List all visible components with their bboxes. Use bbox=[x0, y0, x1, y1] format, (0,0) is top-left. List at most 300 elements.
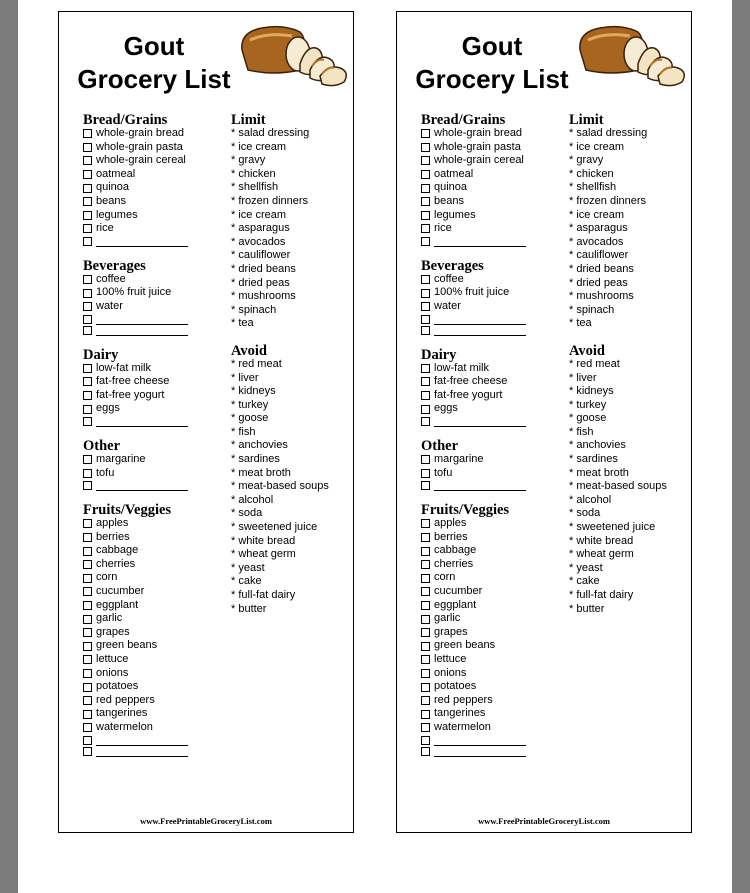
list-item bbox=[421, 273, 561, 287]
list-item bbox=[83, 375, 223, 389]
bullet-item: * fish bbox=[231, 425, 256, 438]
checkbox-icon[interactable] bbox=[83, 184, 92, 193]
item-label: beans bbox=[434, 194, 464, 207]
blank-write-line[interactable] bbox=[96, 736, 188, 746]
checkbox-icon[interactable] bbox=[421, 560, 430, 569]
list-item bbox=[83, 626, 223, 640]
list-item bbox=[83, 571, 223, 585]
section-gap bbox=[83, 427, 223, 438]
list-item bbox=[83, 517, 223, 531]
blank-list-item bbox=[83, 480, 223, 491]
list-item bbox=[83, 585, 223, 599]
item-label: apples bbox=[96, 517, 129, 530]
blank-list-item bbox=[421, 416, 561, 427]
bullet-item: * dried peas bbox=[231, 276, 290, 289]
list-item bbox=[421, 667, 561, 681]
checkbox-icon[interactable] bbox=[83, 391, 92, 400]
item-label: oatmeal bbox=[434, 167, 474, 180]
list-item bbox=[421, 531, 561, 545]
item-label: margarine bbox=[434, 452, 484, 465]
list-item bbox=[83, 402, 223, 416]
checkbox-icon[interactable] bbox=[421, 377, 430, 386]
list-item bbox=[83, 286, 223, 300]
bullet-item: * white bread bbox=[569, 534, 634, 547]
checkbox-icon[interactable] bbox=[83, 519, 92, 528]
bullet-item: * cauliflower bbox=[569, 249, 629, 262]
list-item bbox=[421, 626, 561, 640]
bullet-item: * wheat germ bbox=[569, 548, 634, 561]
checkbox-icon[interactable] bbox=[83, 533, 92, 542]
list-item bbox=[83, 154, 223, 168]
list-item bbox=[421, 453, 561, 467]
list-item bbox=[83, 707, 223, 721]
list-item bbox=[83, 127, 223, 141]
checkbox-icon[interactable] bbox=[421, 275, 430, 284]
item-label: potatoes bbox=[434, 680, 477, 693]
item-label: water bbox=[96, 299, 123, 312]
checkbox-icon[interactable] bbox=[83, 669, 92, 678]
checkbox-icon[interactable] bbox=[83, 455, 92, 464]
list-item bbox=[421, 707, 561, 721]
checkbox-icon[interactable] bbox=[421, 628, 430, 637]
item-label: quinoa bbox=[96, 181, 130, 194]
grocery-list-card-right bbox=[396, 11, 692, 833]
list-item bbox=[421, 362, 561, 376]
checkbox-icon[interactable] bbox=[83, 587, 92, 596]
bullet-item: * butter bbox=[569, 602, 605, 615]
item-label: 100% fruit juice bbox=[96, 286, 172, 299]
item-label: rice bbox=[96, 222, 114, 235]
title-line-1: Gout bbox=[461, 31, 523, 61]
checkbox-icon[interactable] bbox=[83, 696, 92, 705]
item-label: garlic bbox=[434, 612, 461, 625]
checkbox-icon[interactable] bbox=[421, 601, 430, 610]
blank-write-line[interactable] bbox=[96, 481, 188, 491]
checkbox-icon[interactable] bbox=[83, 289, 92, 298]
blank-list-item bbox=[83, 325, 223, 336]
bullet-item: * chicken bbox=[569, 167, 614, 180]
blank-list-item bbox=[421, 314, 561, 325]
list-item bbox=[421, 599, 561, 613]
item-label: berries bbox=[434, 530, 468, 543]
item-label: grapes bbox=[96, 625, 130, 638]
list-title bbox=[397, 30, 587, 96]
item-label: eggs bbox=[434, 402, 458, 415]
item-label: eggplant bbox=[434, 598, 477, 611]
bullet-item: * gravy bbox=[231, 154, 266, 167]
blank-list-item bbox=[421, 236, 561, 247]
item-label: garlic bbox=[96, 612, 123, 625]
blank-write-line[interactable] bbox=[434, 417, 526, 427]
list-item bbox=[421, 141, 561, 155]
checkbox-icon[interactable] bbox=[421, 747, 430, 756]
bullet-item: * shellfish bbox=[569, 181, 617, 194]
checkbox-icon[interactable] bbox=[83, 560, 92, 569]
bullet-item: * liver bbox=[569, 371, 597, 384]
section-heading: Other bbox=[83, 437, 121, 454]
item-label: cabbage bbox=[434, 544, 477, 557]
bullet-item: * turkey bbox=[231, 398, 269, 411]
blank-write-line[interactable] bbox=[96, 326, 188, 336]
checkbox-icon[interactable] bbox=[83, 683, 92, 692]
list-item bbox=[421, 694, 561, 708]
list-item bbox=[421, 389, 561, 403]
checkbox-icon[interactable] bbox=[421, 469, 430, 478]
item-label: tofu bbox=[434, 466, 453, 479]
checkbox-icon[interactable] bbox=[83, 747, 92, 756]
checkbox-icon[interactable] bbox=[421, 315, 430, 324]
bullet-item: * sardines bbox=[569, 453, 618, 466]
bullet-item: * ice cream bbox=[569, 208, 625, 221]
item-label: coffee bbox=[96, 272, 126, 285]
checkbox-icon[interactable] bbox=[421, 683, 430, 692]
list-item bbox=[421, 195, 561, 209]
section-heading: Fruits/Veggies bbox=[83, 502, 172, 519]
document-page bbox=[18, 0, 732, 893]
checkbox-icon[interactable] bbox=[83, 170, 92, 179]
checkbox-icon[interactable] bbox=[421, 224, 430, 233]
bullet-item: * meat broth bbox=[231, 466, 291, 479]
checkbox-icon[interactable] bbox=[83, 364, 92, 373]
checkbox-icon[interactable] bbox=[83, 547, 92, 556]
blank-list-item bbox=[421, 735, 561, 746]
item-label: 100% fruit juice bbox=[434, 286, 510, 299]
checkbox-icon[interactable] bbox=[421, 481, 430, 490]
bullet-item: * frozen dinners bbox=[231, 194, 309, 207]
checkbox-icon[interactable] bbox=[83, 615, 92, 624]
checkbox-icon[interactable] bbox=[83, 224, 92, 233]
list-item bbox=[83, 453, 223, 467]
footer-url: www.FreePrintableGroceryList.com bbox=[140, 816, 272, 826]
item-label: green beans bbox=[434, 639, 496, 652]
list-item bbox=[421, 612, 561, 626]
list-item bbox=[83, 168, 223, 182]
checkbox-icon[interactable] bbox=[421, 364, 430, 373]
list-item bbox=[83, 558, 223, 572]
checkbox-icon[interactable] bbox=[421, 710, 430, 719]
item-label: eggplant bbox=[96, 598, 139, 611]
bullet-item: * sweetened juice bbox=[569, 521, 656, 534]
bullet-item: * gravy bbox=[569, 154, 604, 167]
item-label: whole-grain cereal bbox=[96, 154, 186, 167]
bullet-item: * asparagus bbox=[231, 222, 290, 235]
list-item bbox=[421, 517, 561, 531]
list-title bbox=[59, 30, 249, 96]
bullet-item: * turkey bbox=[569, 398, 607, 411]
bullet-item: * mushrooms bbox=[569, 290, 634, 303]
bullet-item: * anchovies bbox=[231, 439, 288, 452]
checkbox-icon[interactable] bbox=[83, 326, 92, 335]
checkbox-icon[interactable] bbox=[83, 156, 92, 165]
checkbox-icon[interactable] bbox=[421, 533, 430, 542]
item-label: lettuce bbox=[434, 653, 467, 666]
item-label: apples bbox=[434, 517, 467, 530]
item-label: whole-grain pasta bbox=[434, 140, 521, 153]
blank-write-line[interactable] bbox=[434, 326, 526, 336]
bullet-item: * full-fat dairy bbox=[231, 589, 296, 601]
checkbox-icon[interactable] bbox=[421, 696, 430, 705]
list-item bbox=[421, 127, 561, 141]
bullet-item: * meat-based soups bbox=[569, 480, 667, 493]
section-gap bbox=[231, 331, 351, 343]
checkbox-icon[interactable] bbox=[421, 237, 430, 246]
list-item bbox=[421, 168, 561, 182]
checkbox-icon[interactable] bbox=[83, 377, 92, 386]
checkbox-icon[interactable] bbox=[83, 197, 92, 206]
item-label: fat-free cheese bbox=[96, 375, 170, 388]
checkbox-icon[interactable] bbox=[83, 405, 92, 414]
bullet-item: * avocados bbox=[231, 235, 286, 248]
list-item bbox=[83, 181, 223, 195]
blank-list-item bbox=[421, 480, 561, 491]
checkbox-icon[interactable] bbox=[421, 170, 430, 179]
blank-write-line[interactable] bbox=[434, 747, 526, 757]
bullet-item: * soda bbox=[569, 507, 601, 520]
checkbox-icon[interactable] bbox=[83, 574, 92, 583]
bullet-item: * cauliflower bbox=[231, 249, 291, 262]
section-heading: Other bbox=[421, 437, 459, 454]
item-label: eggs bbox=[96, 402, 120, 415]
section-heading: Avoid bbox=[569, 342, 605, 359]
checkbox-icon[interactable] bbox=[83, 275, 92, 284]
bullet-item: * yeast bbox=[231, 561, 265, 574]
blank-write-line[interactable] bbox=[434, 481, 526, 491]
item-label: corn bbox=[434, 571, 456, 584]
item-label: water bbox=[434, 299, 461, 312]
checkbox-icon[interactable] bbox=[83, 601, 92, 610]
bullet-item: * dried peas bbox=[569, 276, 628, 289]
list-item bbox=[83, 362, 223, 376]
section-heading: Beverages bbox=[421, 257, 484, 274]
bullet-item: * red meat bbox=[569, 357, 620, 370]
bullet-item: * sweetened juice bbox=[231, 521, 318, 534]
list-item bbox=[421, 571, 561, 585]
bullet-item: * white bread bbox=[231, 534, 296, 547]
section-heading: Fruits/Veggies bbox=[421, 502, 510, 519]
bread-illustration-icon bbox=[572, 20, 688, 88]
bullet-item: * ice cream bbox=[231, 208, 287, 221]
list-item bbox=[83, 273, 223, 287]
list-item bbox=[421, 402, 561, 416]
checkbox-icon[interactable] bbox=[83, 315, 92, 324]
list-item bbox=[83, 544, 223, 558]
item-label: watermelon bbox=[96, 721, 153, 733]
blank-list-item bbox=[421, 325, 561, 336]
bullet-item: * anchovies bbox=[569, 439, 626, 452]
checkbox-icon[interactable] bbox=[421, 211, 430, 220]
bullet-item: * butter bbox=[231, 602, 267, 615]
item-label: low-fat milk bbox=[434, 361, 490, 374]
item-label: tangerines bbox=[434, 707, 486, 720]
bullet-item: * fish bbox=[569, 425, 594, 438]
checkbox-icon[interactable] bbox=[421, 197, 430, 206]
checkbox-icon[interactable] bbox=[421, 184, 430, 193]
footer-url: www.FreePrintableGroceryList.com bbox=[478, 816, 610, 826]
bullet-item: * goose bbox=[231, 412, 269, 425]
list-item bbox=[83, 209, 223, 223]
blank-write-line[interactable] bbox=[96, 417, 188, 427]
checkbox-icon[interactable] bbox=[83, 655, 92, 664]
item-label: coffee bbox=[434, 272, 464, 285]
list-item bbox=[421, 300, 561, 314]
bullet-item: * meat-based soups bbox=[231, 480, 329, 493]
section-gap bbox=[421, 427, 561, 438]
checkbox-icon[interactable] bbox=[421, 519, 430, 528]
bullet-item: * meat broth bbox=[569, 466, 629, 479]
item-label: legumes bbox=[96, 208, 138, 221]
list-item bbox=[83, 653, 223, 667]
checkbox-icon[interactable] bbox=[83, 417, 92, 426]
checkbox-icon[interactable] bbox=[421, 289, 430, 298]
bullet-item: * asparagus bbox=[569, 222, 628, 235]
blank-write-line[interactable] bbox=[96, 315, 188, 325]
item-label: cabbage bbox=[96, 544, 139, 557]
bullet-item: * full-fat dairy bbox=[569, 589, 634, 601]
section-gap bbox=[83, 336, 223, 347]
bread-illustration-icon bbox=[234, 20, 350, 88]
checkbox-icon[interactable] bbox=[421, 405, 430, 414]
item-label: corn bbox=[96, 571, 118, 584]
checkbox-icon[interactable] bbox=[83, 723, 92, 732]
checkbox-icon[interactable] bbox=[83, 237, 92, 246]
bullet-item: * salad dressing bbox=[569, 127, 648, 139]
section-heading: Beverages bbox=[83, 257, 146, 274]
checkbox-icon[interactable] bbox=[421, 326, 430, 335]
blank-write-line[interactable] bbox=[96, 747, 188, 757]
bullet-item: * red meat bbox=[231, 357, 282, 370]
checkbox-icon[interactable] bbox=[421, 736, 430, 745]
checkbox-icon[interactable] bbox=[421, 156, 430, 165]
checkbox-icon[interactable] bbox=[421, 587, 430, 596]
item-label: whole-grain pasta bbox=[96, 140, 183, 153]
checkbox-icon[interactable] bbox=[83, 628, 92, 637]
checkbox-icon[interactable] bbox=[83, 211, 92, 220]
title-line-1: Gout bbox=[123, 31, 185, 61]
checkbox-icon[interactable] bbox=[421, 302, 430, 311]
item-label: cucumber bbox=[96, 585, 145, 598]
bullet-item: * cake bbox=[569, 575, 600, 588]
list-item bbox=[421, 558, 561, 572]
item-label: tangerines bbox=[96, 707, 148, 720]
item-label: potatoes bbox=[96, 680, 139, 693]
checkbox-icon[interactable] bbox=[421, 391, 430, 400]
right-column bbox=[231, 112, 351, 616]
item-label: margarine bbox=[96, 452, 146, 465]
bullet-item: * spinach bbox=[569, 303, 615, 316]
bullet-item: * dried beans bbox=[231, 262, 296, 275]
right-column bbox=[569, 112, 689, 616]
bullet-item: * chicken bbox=[231, 167, 276, 180]
blank-write-line[interactable] bbox=[434, 736, 526, 746]
section-heading: Bread/Grains bbox=[83, 112, 168, 128]
item-label: oatmeal bbox=[96, 167, 136, 180]
checkbox-icon[interactable] bbox=[421, 642, 430, 651]
list-item bbox=[421, 639, 561, 653]
bullet-item: * soda bbox=[231, 507, 263, 520]
checkbox-icon[interactable] bbox=[421, 669, 430, 678]
checkbox-icon[interactable] bbox=[83, 642, 92, 651]
bullet-item: * kidneys bbox=[231, 385, 276, 398]
bullet-item: * goose bbox=[569, 412, 607, 425]
checkbox-icon[interactable] bbox=[421, 574, 430, 583]
left-column bbox=[421, 112, 561, 757]
item-label: berries bbox=[96, 530, 130, 543]
checkbox-icon[interactable] bbox=[83, 710, 92, 719]
blank-list-item bbox=[83, 416, 223, 427]
checkbox-icon[interactable] bbox=[83, 129, 92, 138]
bullet-item: * frozen dinners bbox=[569, 194, 647, 207]
item-label: lettuce bbox=[96, 653, 129, 666]
bullet-item: * kidneys bbox=[569, 385, 614, 398]
list-item bbox=[83, 612, 223, 626]
checkbox-icon[interactable] bbox=[421, 417, 430, 426]
checkbox-icon[interactable] bbox=[421, 723, 430, 732]
checkbox-icon[interactable] bbox=[421, 615, 430, 624]
list-item bbox=[83, 667, 223, 681]
title-line-2: Grocery List bbox=[77, 64, 231, 94]
item-label: fat-free yogurt bbox=[434, 388, 503, 401]
checkbox-icon[interactable] bbox=[83, 469, 92, 478]
section-gap bbox=[83, 247, 223, 258]
bullet-item: * spinach bbox=[231, 303, 277, 316]
item-label: onions bbox=[96, 666, 129, 679]
checkbox-icon[interactable] bbox=[83, 481, 92, 490]
list-item bbox=[421, 154, 561, 168]
list-item bbox=[83, 467, 223, 481]
blank-write-line[interactable] bbox=[434, 237, 526, 247]
checkbox-icon[interactable] bbox=[421, 655, 430, 664]
list-item bbox=[421, 222, 561, 236]
list-item bbox=[83, 599, 223, 613]
section-heading: Dairy bbox=[83, 346, 119, 363]
checkbox-icon[interactable] bbox=[421, 547, 430, 556]
item-label: watermelon bbox=[434, 721, 491, 733]
blank-list-item bbox=[83, 236, 223, 247]
bullet-item: * alcohol bbox=[569, 493, 612, 506]
list-item bbox=[421, 585, 561, 599]
item-label: fat-free cheese bbox=[434, 375, 508, 388]
checkbox-icon[interactable] bbox=[421, 129, 430, 138]
list-item bbox=[421, 467, 561, 481]
blank-write-line[interactable] bbox=[434, 315, 526, 325]
item-label: whole-grain bread bbox=[434, 127, 523, 139]
checkbox-icon[interactable] bbox=[83, 302, 92, 311]
item-label: beans bbox=[96, 194, 126, 207]
bullet-item: * sardines bbox=[231, 453, 280, 466]
checkbox-icon[interactable] bbox=[83, 736, 92, 745]
checkbox-icon[interactable] bbox=[83, 143, 92, 152]
list-item bbox=[421, 286, 561, 300]
item-label: red peppers bbox=[96, 693, 155, 706]
blank-write-line[interactable] bbox=[96, 237, 188, 247]
list-item bbox=[83, 195, 223, 209]
title-line-2: Grocery List bbox=[415, 64, 569, 94]
list-item bbox=[83, 389, 223, 403]
bullet-item: * liver bbox=[231, 371, 259, 384]
checkbox-icon[interactable] bbox=[421, 143, 430, 152]
bullet-item: * tea bbox=[569, 317, 592, 330]
item-label: legumes bbox=[434, 208, 476, 221]
blank-list-item bbox=[421, 746, 561, 757]
bullet-item: * tea bbox=[231, 317, 254, 330]
item-label: onions bbox=[434, 666, 467, 679]
item-label: rice bbox=[434, 222, 452, 235]
checkbox-icon[interactable] bbox=[421, 455, 430, 464]
list-item bbox=[83, 680, 223, 694]
bullet-item: * cake bbox=[231, 575, 262, 588]
grocery-list-card-left bbox=[58, 11, 354, 833]
section-heading: Limit bbox=[569, 112, 604, 128]
